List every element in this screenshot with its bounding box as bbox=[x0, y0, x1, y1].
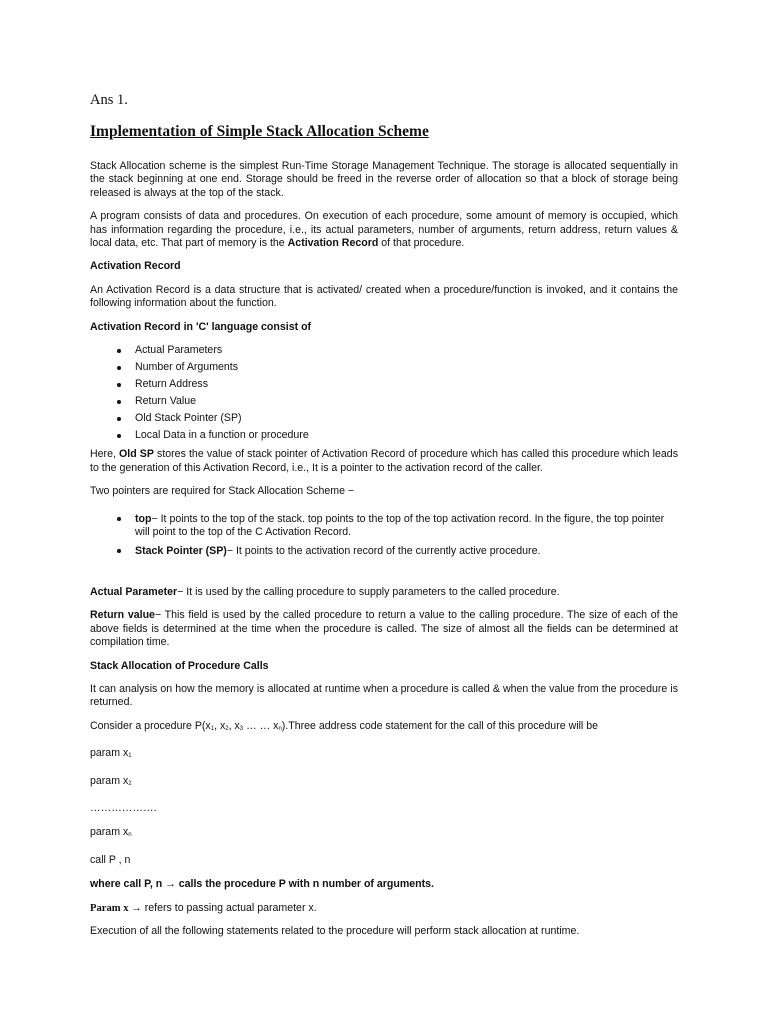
pointers-list bbox=[90, 513, 678, 558]
subheading-stack-allocation: Stack Allocation of Procedure Calls bbox=[90, 659, 269, 672]
page-title: Implementation of Simple Stack Allocation Scheme bbox=[90, 123, 429, 140]
text-segment: param x bbox=[90, 747, 129, 760]
code-line bbox=[90, 775, 678, 791]
text-segment: − It is used by the calling procedure to supply parameters to the called procedure. bbox=[177, 585, 560, 598]
paragraph-intro: Stack Allocation scheme is the simplest Run-Time Storage Management Technique. The storage is allocated sequentially in the stack beginning at one end. Storage should be freed in the reverse order of allocation so that a block of storage being released is always at the top of the stack. bbox=[90, 160, 678, 199]
code-line: ………………. bbox=[90, 801, 157, 814]
text-segment: ).Three address code statement for the call of this procedure will be bbox=[281, 719, 599, 732]
subheading-c-language: Activation Record in 'C' language consist of bbox=[90, 320, 312, 333]
paragraph-consider bbox=[90, 720, 678, 736]
bold-term: top bbox=[135, 512, 152, 525]
paragraph-program bbox=[90, 210, 678, 250]
text-segment: param x bbox=[90, 826, 129, 839]
text-segment: − It points to the activation record of the currently active procedure. bbox=[226, 544, 541, 557]
text-segment: , x bbox=[228, 719, 240, 732]
text-segment: param x bbox=[90, 774, 129, 787]
paragraph-old-sp bbox=[90, 448, 678, 475]
text-segment: , x bbox=[214, 719, 226, 732]
list-item: Number of Arguments bbox=[90, 361, 678, 374]
subscript: 3 bbox=[239, 725, 244, 732]
text-segment: Here, bbox=[90, 448, 120, 461]
paragraph-analysis: It can analysis on how the memory is allocated at runtime when a procedure is called & when the value from the procedure is returned. bbox=[90, 682, 678, 709]
code-line bbox=[90, 747, 678, 763]
subscript: n bbox=[128, 832, 132, 839]
text-segment: of that procedure. bbox=[378, 237, 465, 250]
list-item: Return Address bbox=[90, 378, 678, 391]
text-segment: − This field is used by the called procedure to return a value to the calling procedure. The size of each of the above fields is determined at the time when the procedure is called. The size of almost all the fields can be determined at compilation time. bbox=[90, 609, 678, 649]
subheading-activation-record: Activation Record bbox=[90, 260, 181, 273]
list-item bbox=[90, 513, 678, 540]
paragraph-execution: Execution of all the following statements related to the procedure will perform stack allocation at runtime. bbox=[90, 925, 580, 937]
bold-term: Activation Record bbox=[287, 237, 379, 250]
code-block bbox=[90, 747, 678, 867]
text-segment: refers to passing actual parameter x. bbox=[141, 901, 317, 914]
paragraph-where-call: where call P, n → calls the procedure P with n number of arguments. bbox=[90, 878, 434, 891]
text-segment: Consider a procedure P(x bbox=[90, 719, 211, 732]
activation-fields-list bbox=[90, 344, 678, 442]
paragraph-actual-parameter bbox=[90, 586, 678, 599]
list-item: Local Data in a function or procedure bbox=[90, 429, 678, 442]
subscript: n bbox=[278, 725, 282, 732]
paragraph-param-x bbox=[90, 902, 678, 915]
paragraph-two-pointers: Two pointers are required for Stack Allocation Scheme − bbox=[90, 485, 355, 498]
subscript: 1 bbox=[128, 753, 132, 760]
text-segment: … … x bbox=[243, 719, 279, 732]
text-segment: stores the value of stack pointer of Activation Record of procedure which has called this procedure which leads to the generation of this Activation Record, i.e., It is a pointer to the activation record of the caller. bbox=[90, 448, 678, 474]
subscript: 2 bbox=[128, 780, 132, 787]
list-item: Old Stack Pointer (SP) bbox=[90, 412, 678, 425]
answer-heading: Ans 1. bbox=[90, 92, 128, 108]
bold-term: Actual Parameter bbox=[90, 585, 178, 598]
text-segment: − It points to the top of the stack. top points to the top of the top activation record. In the figure, the top pointer will point to the top of the C Activation Record. bbox=[135, 512, 665, 539]
document-content bbox=[90, 92, 678, 948]
code-line: call P , n bbox=[90, 853, 131, 866]
text-segment: A program consists of data and procedures. On execution of each procedure, some amount of memory is occupied, which has information regarding the procedure, i.e., its actual parameters, number of arguments, return address, return values & local data, etc. That part of memory is the bbox=[90, 210, 678, 250]
code-line bbox=[90, 826, 678, 842]
bold-term: Old SP bbox=[119, 448, 154, 461]
list-item: Actual Parameters bbox=[90, 344, 678, 357]
paragraph-activation-def: An Activation Record is a data structure that is activated/ created when a procedure/function is invoked, and it contains the following information about the function. bbox=[90, 283, 678, 310]
subscript: 2 bbox=[225, 725, 229, 732]
list-item bbox=[90, 545, 678, 558]
bold-term: Param x → bbox=[90, 902, 142, 914]
bold-term: Stack Pointer (SP) bbox=[135, 544, 227, 557]
bold-term: Return value bbox=[90, 609, 155, 622]
subscript: 1 bbox=[210, 725, 215, 732]
list-item: Return Value bbox=[90, 395, 678, 408]
paragraph-return-value bbox=[90, 609, 678, 649]
